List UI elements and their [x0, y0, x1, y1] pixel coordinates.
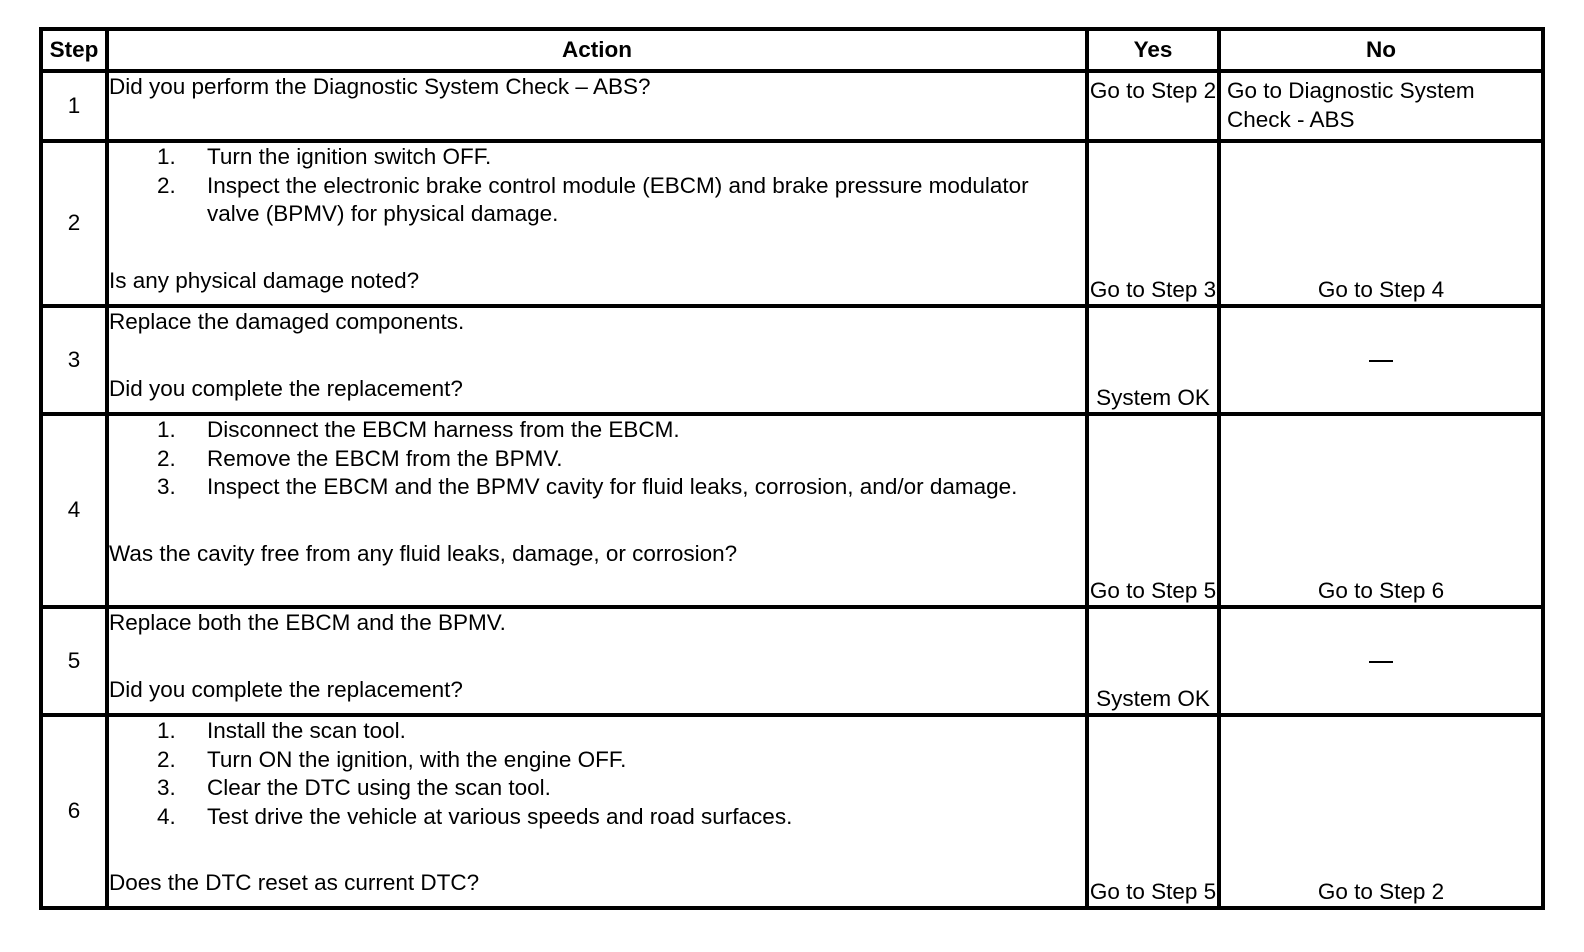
yes-cell: Go to Step 3: [1087, 141, 1219, 306]
action-question: Was the cavity free from any fluid leaks, damage, or corrosion?: [109, 540, 738, 566]
list-item-number: 1.: [157, 718, 176, 743]
step-number: 5: [41, 607, 107, 715]
table-row: [41, 414, 1543, 607]
list-item: [109, 473, 1085, 502]
list-item: [109, 774, 1085, 803]
step-number: 6: [41, 715, 107, 908]
header-no: No: [1219, 29, 1543, 71]
action-instruction: Replace both the EBCM and the BPMV.: [109, 610, 506, 635]
list-item: [109, 803, 1085, 832]
yes-cell: Go to Step 5: [1087, 715, 1219, 908]
action-question: Did you complete the replacement?: [109, 375, 463, 401]
list-item-text: Remove the EBCM from the BPMV.: [207, 445, 563, 471]
no-cell: Go to Diagnostic System Check - ABS: [1219, 71, 1543, 141]
action-question: Did you complete the replacement?: [109, 676, 463, 702]
list-item-number: 2.: [157, 172, 176, 198]
dash-mark: [1369, 661, 1393, 663]
no-cell: Go to Step 2: [1219, 715, 1543, 908]
no-cell: Go to Step 6: [1219, 414, 1543, 607]
list-item: [109, 445, 1085, 474]
dash-mark: [1369, 360, 1393, 362]
action-steps-list: [109, 416, 1085, 502]
table-row: [41, 71, 1543, 141]
list-item-number: 2.: [157, 445, 176, 471]
yes-cell: Go to Step 5: [1087, 414, 1219, 607]
list-item-text: Inspect the electronic brake control module (EBCM) and brake pressure modulator valve (BPMV) for physical damage.: [207, 172, 1029, 226]
list-item: [109, 143, 1085, 172]
action-steps-list: [109, 143, 1085, 229]
list-item-text: Install the scan tool.: [207, 718, 406, 743]
list-item: [109, 172, 1085, 229]
action-question: Did you perform the Diagnostic System Check – ABS?: [109, 74, 651, 99]
list-item: [109, 717, 1085, 746]
header-yes: Yes: [1087, 29, 1219, 71]
list-item-number: 4.: [157, 803, 176, 829]
action-cell: [107, 141, 1087, 306]
list-item-number: 1.: [157, 144, 176, 169]
list-item: [109, 746, 1085, 775]
list-item-text: Turn the ignition switch OFF.: [207, 144, 492, 169]
step-number: 3: [41, 306, 107, 414]
action-instruction: Replace the damaged components.: [109, 309, 465, 334]
action-cell: [107, 414, 1087, 607]
list-item-text: Clear the DTC using the scan tool.: [207, 775, 551, 800]
list-item-number: 3.: [157, 775, 176, 800]
action-cell: [107, 607, 1087, 715]
action-cell: [107, 306, 1087, 414]
action-steps-list: [109, 717, 1085, 831]
no-cell: [1219, 306, 1543, 414]
list-item-text: Inspect the EBCM and the BPMV cavity for fluid leaks, corrosion, and/or damage.: [207, 474, 1018, 499]
action-cell: [107, 71, 1087, 141]
diagnostic-table: [39, 27, 1545, 910]
list-item-text: Test drive the vehicle at various speeds and road surfaces.: [207, 803, 793, 829]
action-cell: [107, 715, 1087, 908]
table-row: [41, 306, 1543, 414]
yes-cell: Go to Step 2: [1087, 71, 1219, 141]
step-number: 2: [41, 141, 107, 306]
header-row: [41, 29, 1543, 71]
step-number: 4: [41, 414, 107, 607]
yes-cell: System OK: [1087, 607, 1219, 715]
action-question: Is any physical damage noted?: [109, 267, 420, 293]
list-item-number: 1.: [157, 417, 176, 442]
list-item-number: 2.: [157, 746, 176, 772]
header-step: Step: [41, 29, 107, 71]
list-item: [109, 416, 1085, 445]
table-row: [41, 715, 1543, 908]
action-question: Does the DTC reset as current DTC?: [109, 870, 480, 895]
table-row: [41, 607, 1543, 715]
list-item-text: Disconnect the EBCM harness from the EBCM.: [207, 417, 680, 442]
header-action: Action: [107, 29, 1087, 71]
yes-cell: System OK: [1087, 306, 1219, 414]
list-item-number: 3.: [157, 474, 176, 499]
no-cell: Go to Step 4: [1219, 141, 1543, 306]
step-number: 1: [41, 71, 107, 141]
list-item-text: Turn ON the ignition, with the engine OFF.: [207, 746, 627, 772]
no-cell: [1219, 607, 1543, 715]
table-row: [41, 141, 1543, 306]
